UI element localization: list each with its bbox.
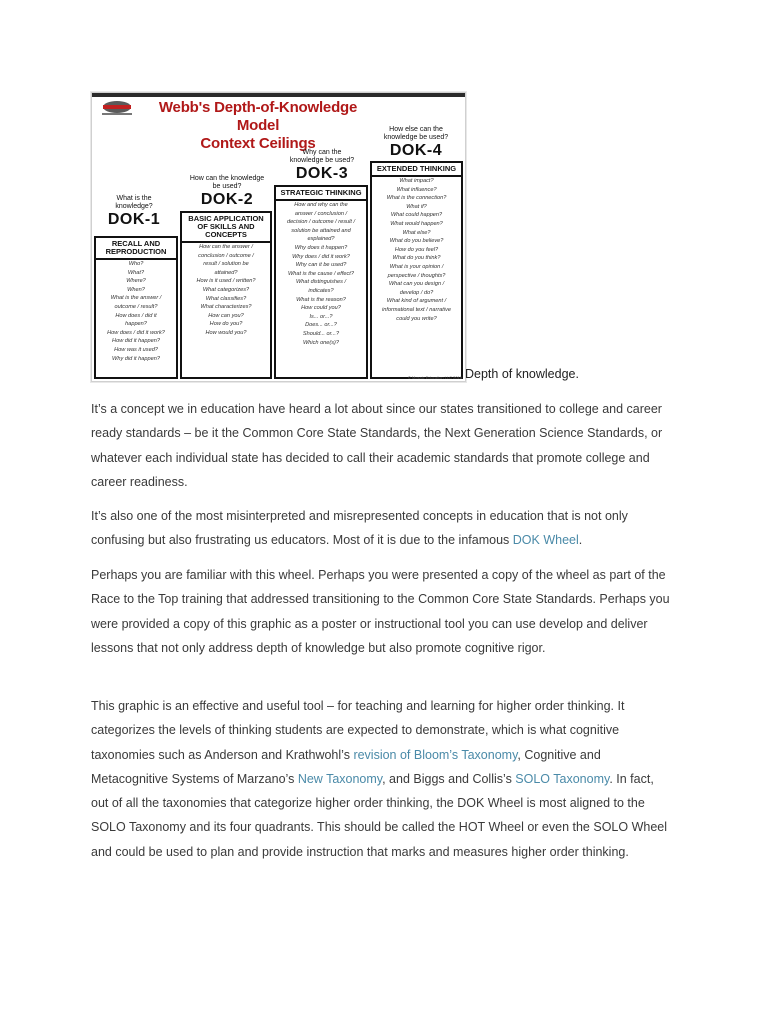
dok4-title: DOK-4 (389, 142, 443, 159)
mosaic-logo-icon (98, 99, 136, 117)
dok4-question-item: What is the connection? (386, 195, 447, 202)
paragraph-1 (91, 397, 671, 494)
dok4-questions (372, 177, 461, 323)
image-caption: Depth of knowledge. (465, 367, 579, 381)
dok2-question-item: What classifies? (205, 295, 247, 302)
paragraph-3-text: Perhaps you are familiar with this wheel. Perhaps you were presented a copy of the wheel as part of the Race to the Top training that addressed transitioning to the Common Core State Standards. Perhaps you were provided a copy of this graphic as a poster or instructional tool you can use develop and deliver lessons that not only address depth of knowledge but also promote cognitive rigor. (91, 568, 670, 655)
graphic-title-line2: Context Ceilings (200, 135, 316, 152)
paragraph-2-text (91, 504, 671, 553)
dok4-question-item: What could happen? (390, 212, 443, 219)
paragraph-3 (91, 563, 671, 660)
dok2-question-item: How do you? (209, 321, 243, 328)
paragraph-4-text (91, 694, 671, 864)
dok3-question-item: explained? (307, 236, 335, 243)
dok3-question-item: Why does / did it work? (292, 253, 350, 260)
paragraph-1-text: It’s a concept we in education have heard a lot about since our states transitioned to college and career ready standards – be it the Common Core State Standards, the Next Generation Science Standards, or whatever each individual state has decided to call their academic standards that promote college and career readiness. (91, 402, 663, 489)
dok3-question-item: Should... or...? (302, 330, 340, 337)
dok3-question: Why can the knowledge be used? (289, 149, 355, 164)
dok3-question-item: Why does it happen? (294, 244, 348, 251)
dok4-question-item: What would happen? (390, 220, 443, 227)
dok1-question-item: What? (127, 269, 145, 276)
dok3-question-item: Why can it be used? (295, 262, 347, 269)
dok3-question-item: indicates? (308, 287, 334, 294)
paragraph-2-end: . (578, 533, 583, 548)
dok-wheel-link[interactable]: DOK Wheel (512, 533, 579, 548)
dok2-title: DOK-2 (200, 191, 254, 208)
dok2-question-item: How can you? (208, 312, 244, 319)
paragraph-2 (91, 504, 671, 553)
dok4-question-item: What do you believe? (389, 238, 444, 245)
paragraph-4-part4: . In fact, out of all the taxonomies that categorize higher order thinking, the DOK Wheel is most aligned to the SOLO Taxonomy and its four quadrants. This should be called the HOT Wheel or even the SOLO Wheel and could be used to plan and provide instruction that marks and measures higher order thinking. (91, 771, 668, 859)
dok2-question-item: attained? (214, 269, 238, 276)
paragraph-2-body: It’s also one of the most misinterpreted and misrepresented concepts in education that is not only confusing but also frustrating us educators. Most of it is due to the infamous (91, 509, 628, 548)
dok4-question-item: What can you design / (388, 281, 445, 288)
dok1-question-item: How does / did it work? (107, 329, 165, 336)
dok2-question-item: What characterizes? (200, 304, 252, 311)
dok4-question-item: What impact? (399, 178, 434, 184)
dok2-heading: BASIC APPLICATION OF SKILLS AND CONCEPTS (182, 213, 270, 243)
dok4-question-item: What is your opinion / (389, 263, 444, 270)
dok1-question-item: Why did it happen? (112, 355, 160, 362)
dok2-question-item: How is it used / written? (196, 278, 256, 285)
paragraph-4 (91, 694, 671, 864)
dok4-question-item: could you write? (396, 315, 437, 322)
dok2-question-item: How can the answer / (199, 244, 253, 250)
dok4-label (370, 126, 462, 160)
dok4-box (370, 161, 463, 379)
dok2-label (180, 175, 274, 209)
paragraph-4-part3: , and Biggs and Collis’s (382, 771, 516, 786)
dok1-question-item: happen? (125, 321, 147, 328)
dok3-question-item: What distinguishes / (295, 279, 347, 286)
dok3-question-item: How and why can the (294, 202, 348, 208)
graphic-copyright: © Mosaic Education LLC 2016 (407, 375, 462, 380)
dok1-question-item: outcome / result? (114, 303, 158, 310)
blooms-taxonomy-link[interactable]: revision of Bloom’s Taxonomy (353, 747, 518, 762)
dok1-question: What is the knowledge? (115, 195, 153, 210)
dok4-question-item: What if? (406, 203, 427, 210)
dok3-box (274, 185, 368, 379)
paragraph-4-part2: , Cognitive and Metacognitive Systems of Marzano’s (91, 747, 601, 786)
dok4-question-item: What else? (402, 229, 431, 236)
dok2-question-item: What categorizes? (202, 286, 250, 293)
dok4-question-item: What kind of argument / (386, 298, 447, 305)
dok2-question-item: result / solution be (203, 261, 249, 268)
dok2-box (180, 211, 272, 379)
dok1-question-item: Where? (126, 278, 146, 285)
dok4-question-item: What influence? (396, 186, 437, 193)
dok2-question-item: conclusion / outcome / (198, 252, 254, 259)
dok1-question-item: What is the answer / (110, 295, 162, 302)
dok3-title: DOK-3 (295, 165, 349, 182)
dok1-question-item: Who? (128, 261, 144, 267)
dok3-question-item: answer / conclusion / (294, 210, 348, 217)
dok3-question-item: Does... or...? (305, 322, 337, 329)
dok3-heading: STRATEGIC THINKING (276, 187, 366, 201)
paragraph-4-part1: This graphic is an effective and useful tool – for teaching and learning for higher order thinking. It categorizes the levels of thinking students are expected to demonstrate, which is what cognitive taxonomies such as Anderson and Krathwohl’s (91, 699, 625, 762)
graphic-title-line1: Webb's Depth-of-Knowledge Model (158, 99, 358, 134)
dok4-question-item: perspective / thoughts? (387, 272, 446, 279)
new-taxonomy-link[interactable]: New Taxonomy (297, 771, 383, 786)
dok1-question-item: How did it happen? (112, 338, 160, 345)
dok3-question-item: What is the reason? (296, 296, 346, 303)
solo-taxonomy-link[interactable]: SOLO Taxonomy (515, 771, 610, 786)
dok3-question-item: solution be attained and (291, 227, 351, 234)
dok4-question-item: informational text / narrative (381, 306, 452, 313)
dok2-question: How can the knowledge be used? (189, 175, 265, 190)
dok2-questions (182, 243, 270, 338)
dok4-question-item: How do you feel? (394, 246, 439, 253)
dok1-heading: RECALL AND REPRODUCTION (96, 238, 176, 260)
dok3-question-item: What is the cause / effect? (288, 270, 354, 277)
dok1-box (94, 236, 178, 379)
dok4-question-item: develop / do? (399, 289, 434, 296)
dok3-questions (276, 201, 366, 347)
dok3-question-item: How could you? (301, 305, 341, 312)
dok1-question-item: How does / did it (115, 312, 157, 319)
dok3-question-item: Which one(s)? (302, 339, 340, 346)
dok1-label (94, 195, 174, 229)
dok-graphic (91, 92, 466, 382)
graphic-top-band (92, 93, 465, 97)
dok1-question-item: How was it used? (114, 346, 158, 353)
graphic-title (138, 99, 378, 153)
dok1-questions (96, 260, 176, 363)
dok1-title: DOK-1 (107, 211, 161, 228)
dok3-question-item: Is... or...? (309, 313, 333, 320)
dok4-question-item: What do you think? (392, 255, 441, 262)
dok4-heading: EXTENDED THINKING (372, 163, 461, 177)
dok3-question-item: decision / outcome / result / (286, 219, 356, 226)
dok1-question-item: When? (127, 286, 145, 293)
dok2-question-item: How would you? (205, 329, 247, 336)
dok3-label (276, 149, 368, 183)
dok4-question: How else can the knowledge be used? (383, 126, 449, 141)
